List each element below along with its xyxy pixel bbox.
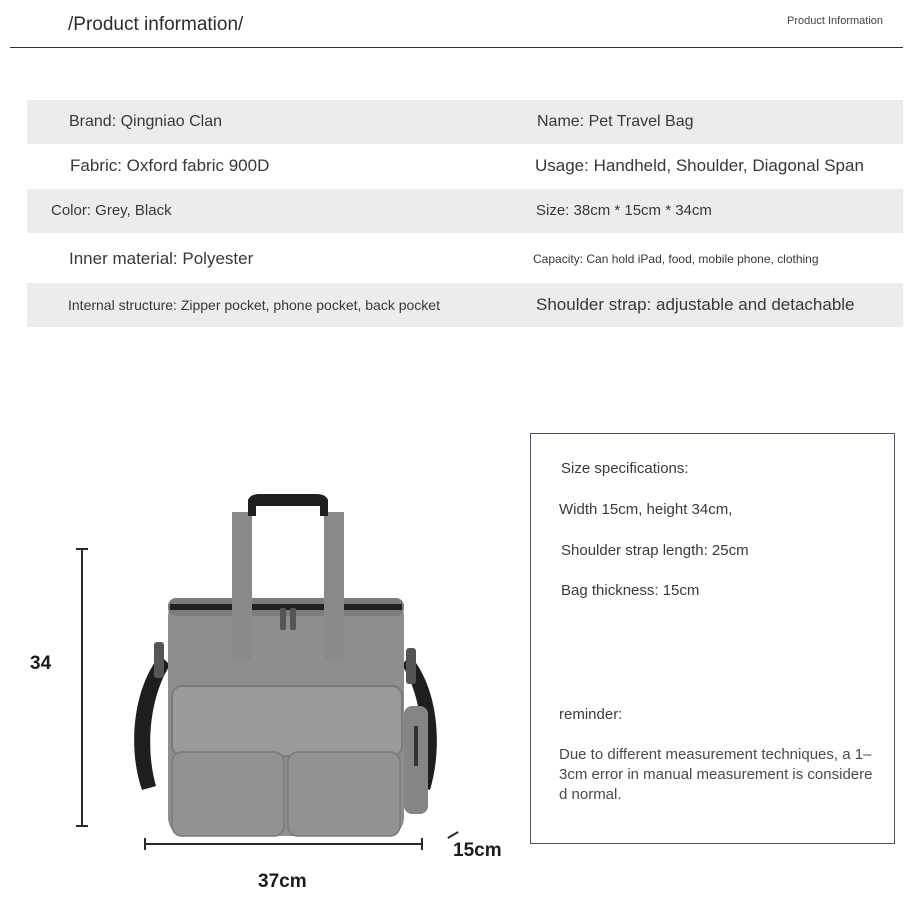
header-right-label: Product Information	[787, 15, 883, 27]
spec-brand: Brand: Qingniao Clan	[69, 113, 222, 130]
spec-row	[27, 100, 903, 144]
spec-row	[27, 144, 903, 188]
spec-internal-structure: Internal structure: Zipper pocket, phone pocket, back pocket	[68, 297, 440, 313]
spec-row	[27, 189, 903, 233]
spec-inner-material: Inner material: Polyester	[69, 249, 254, 268]
spec-row	[27, 283, 903, 327]
spec-color: Color: Grey, Black	[51, 202, 172, 219]
size-bag-thickness: Bag thickness: 15cm	[561, 582, 700, 599]
spec-size: Size: 38cm * 15cm * 34cm	[536, 202, 712, 219]
size-width-height: Width 15cm, height 34cm,	[559, 501, 733, 518]
height-dim-label: 34	[30, 653, 52, 674]
width-dim-line	[144, 843, 423, 845]
spec-shoulder-strap: Shoulder strap: adjustable and detachable	[536, 295, 855, 314]
reminder-title: reminder:	[559, 706, 623, 723]
depth-dim-label: 15cm	[453, 840, 502, 861]
spec-row	[27, 237, 903, 281]
spec-fabric: Fabric: Oxford fabric 900D	[70, 156, 270, 175]
size-specifications-title: Size specifications:	[561, 460, 689, 477]
size-specifications-box	[530, 433, 895, 844]
height-dim-cap-bottom	[76, 825, 88, 827]
spec-usage: Usage: Handheld, Shoulder, Diagonal Span	[535, 156, 864, 175]
bag-image	[120, 490, 450, 840]
page-title: /Product information/	[68, 14, 244, 35]
spec-name: Name: Pet Travel Bag	[537, 113, 694, 130]
spec-capacity: Capacity: Can hold iPad, food, mobile phone, clothing	[533, 252, 819, 266]
size-strap-length: Shoulder strap length: 25cm	[561, 542, 749, 559]
width-dim-label: 37cm	[258, 871, 307, 892]
header-divider	[10, 47, 903, 48]
height-dim-line	[81, 548, 83, 826]
reminder-text: Due to different measurement techniques, a 1–3cm error in manual measurement is considered normal.	[559, 746, 873, 803]
width-dim-cap-right	[421, 838, 423, 850]
